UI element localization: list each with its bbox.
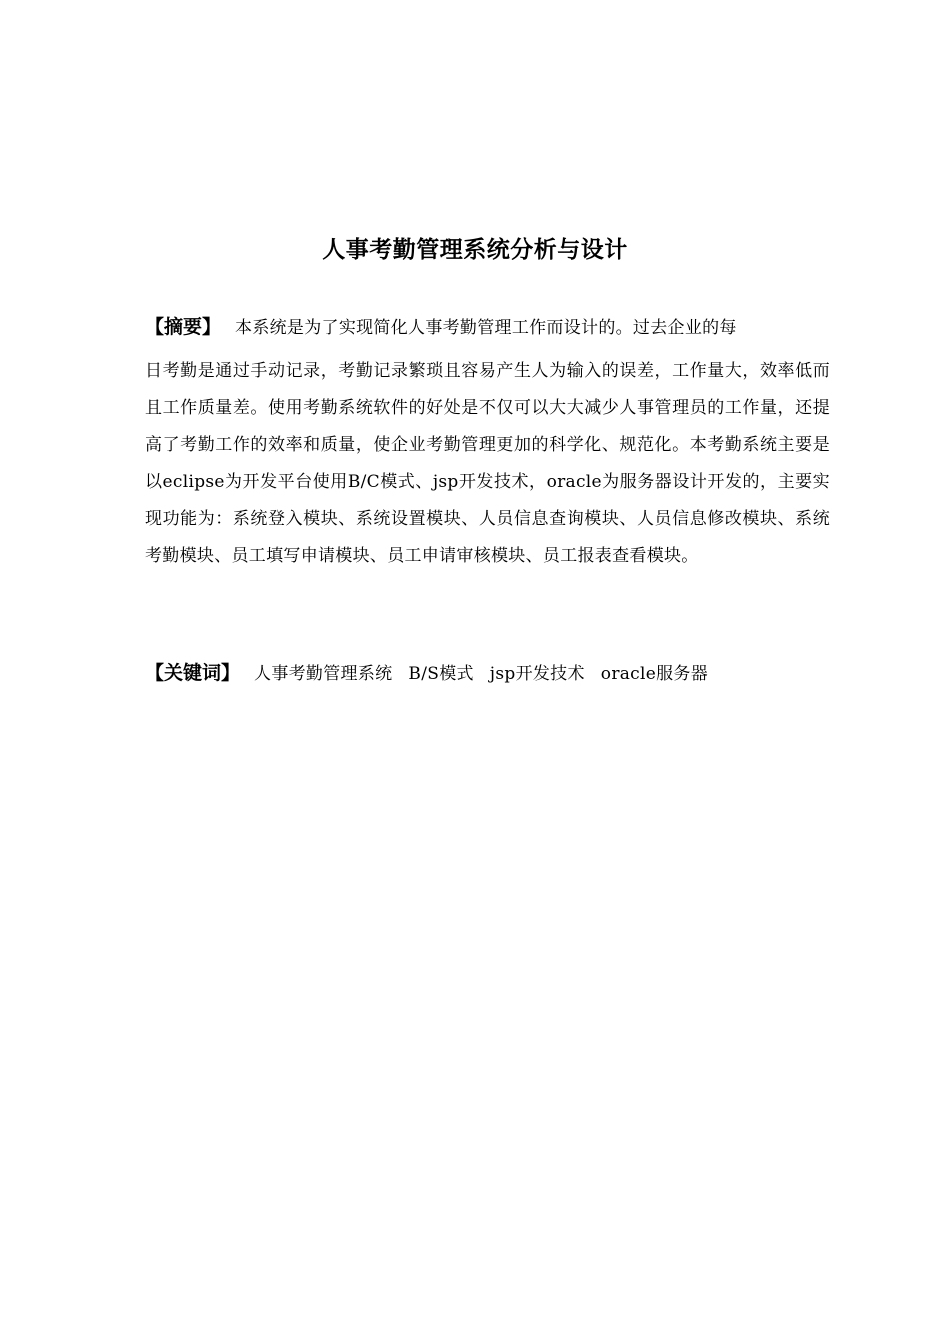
document-title: 人事考勤管理系统分析与设计 <box>322 237 628 263</box>
abstract-section <box>145 309 830 575</box>
abstract-body: 日考勤是通过手动记录，考勤记录繁琐且容易产生人为输入的误差，工作量大，效率低而且工作质量差。使用考勤系统软件的好处是不仅可以大大减少人事管理员的工作量，还提高了考勤工作的效率和质量，使企业考勤管理更加的科学化、规范化。本考勤系统主要是以eclipse为开发平台使用B/C模式、jsp开发技术，oracle为服务器设计开发的，主要实现功能为：系统登入模块、系统设置模块、人员信息查询模块、人员信息修改模块、系统考勤模块、员工填写申请模块、员工申请审核模块、员工报表查看模块。 <box>145 361 830 566</box>
abstract-first-line-text: 本系统是为了实现简化人事考勤管理工作而设计的。过去企业的每 <box>235 318 737 338</box>
keyword-item: jsp开发技术 <box>489 664 585 684</box>
keyword-item: 人事考勤管理系统 <box>254 664 393 684</box>
abstract-first-line <box>145 309 830 347</box>
keywords-section <box>145 655 830 693</box>
keyword-item: oracle服务器 <box>600 664 708 684</box>
keywords-label: 【关键词】 <box>145 662 241 684</box>
abstract-label: 【摘要】 <box>145 316 222 338</box>
keyword-item: B/S模式 <box>408 664 474 684</box>
